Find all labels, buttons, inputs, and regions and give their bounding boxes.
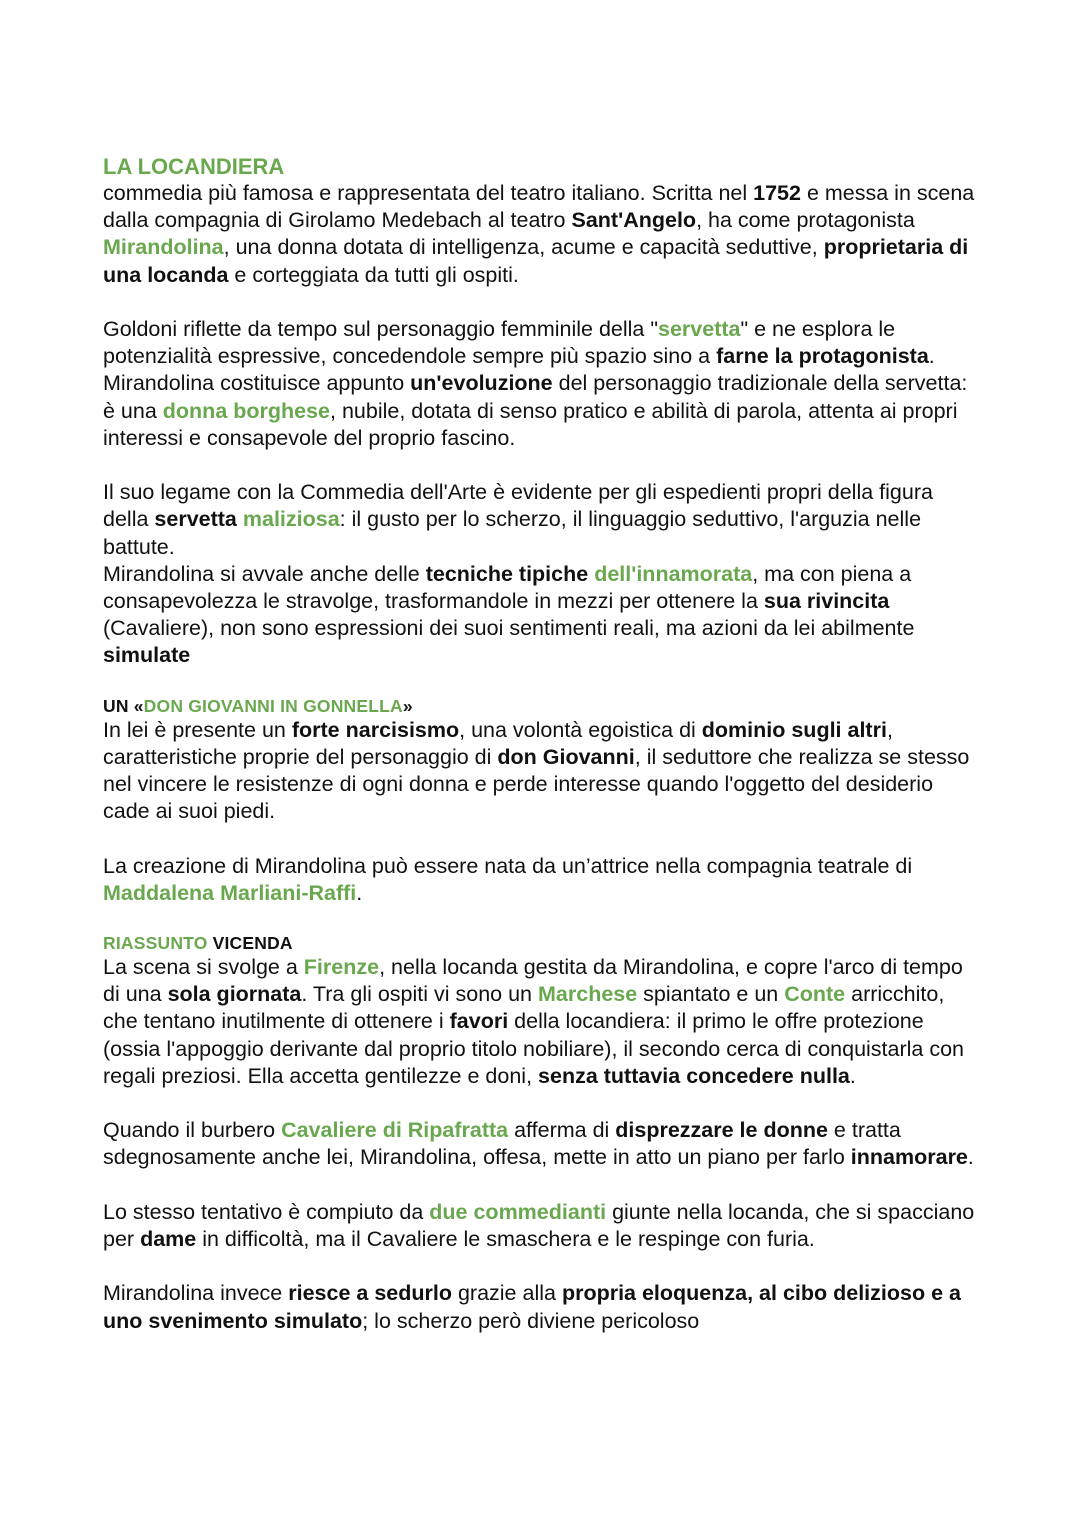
highlight-run: donna borghese	[162, 398, 331, 423]
text-run: Mirandolina invece	[103, 1281, 289, 1306]
seduzione-paragraph	[103, 1280, 983, 1334]
section-heading-don-giovanni	[103, 695, 983, 717]
bold-run: riesce a sedurlo	[288, 1281, 452, 1306]
paragraph-spacer	[103, 907, 983, 932]
bold-run: sola giornata	[167, 982, 302, 1007]
bold-run: un'evoluzione	[410, 371, 553, 396]
text-run: .	[849, 1063, 856, 1088]
text-run: della locandiera: il primo le offre protezione (ossia l'appoggio derivante dal proprio titolo nobiliare), il secondo cerca di conquistarla con regali preziosi. Ella accetta gentilezze e doni,	[103, 1009, 965, 1088]
bold-run: senza tuttavia concedere nulla	[538, 1063, 850, 1088]
bold-run: tecniche tipiche	[425, 561, 589, 586]
highlight-run: servetta	[658, 317, 741, 341]
highlight-run: Marchese	[538, 982, 638, 1007]
text-run: Il suo legame con la Commedia dell'Arte è evidente per gli espedienti propri della figura della	[103, 480, 933, 532]
text-run: del personaggio tradizionale della servetta: è una	[103, 371, 968, 423]
paragraph-spacer	[103, 289, 983, 316]
text-run: , una volontà egoistica di	[459, 717, 702, 742]
innamorata-paragraph	[103, 561, 983, 670]
text-run: " e ne esplora le potenzialità espressive, concedendole sempre più spazio sino a	[103, 317, 896, 369]
highlight-run: Cavaliere di Ripafratta	[281, 1118, 509, 1143]
text-run: , una donna dotata di intelligenza, acume e capacità seduttive,	[223, 235, 824, 260]
bold-run: don Giovanni	[497, 744, 635, 769]
bold-run: servetta	[154, 507, 237, 532]
bold-run: 1752	[753, 181, 801, 205]
text-run: , ha come protagonista	[696, 208, 915, 233]
text-run: spiantato e un	[637, 982, 785, 1007]
text-run: . Tra gli ospiti vi sono un	[301, 982, 538, 1007]
bold-run: innamorare	[850, 1145, 968, 1170]
bold-run: sua rivincita	[763, 589, 890, 614]
highlight-run: Mirandolina	[103, 235, 224, 260]
paragraph-spacer	[103, 1253, 983, 1280]
text-run: , nubile, dotata di senso pratico e abilità di parola, attenta ai propri interessi e consapevole del proprio fascino.	[103, 398, 958, 450]
text-run: .	[967, 1145, 974, 1170]
creazione-paragraph	[103, 853, 983, 907]
paragraph-spacer	[103, 670, 983, 695]
servetta-paragraph	[103, 316, 983, 452]
highlight-run: Maddalena Marliani-Raffi	[103, 880, 357, 905]
bold-run: disprezzare le donne	[615, 1118, 828, 1143]
text-run: giunte nella locanda, che si spacciano per	[103, 1199, 975, 1252]
text-run: Lo stesso tentativo è compiuto da	[103, 1199, 430, 1224]
narcisismo-paragraph	[103, 717, 983, 826]
bold-run: Sant'Angelo	[571, 208, 697, 233]
vicenda-paragraph	[103, 954, 983, 1090]
text-run: , caratteristiche proprie del personaggio di	[103, 717, 893, 769]
text-run: e messa in scena dalla compagnia di Girolamo Medebach al teatro	[103, 181, 975, 233]
text-run: Goldoni riflette da tempo sul personaggio femminile della "	[103, 317, 658, 341]
heading-highlight: RIASSUNTO	[103, 933, 208, 954]
document-title: LA LOCANDIERA	[103, 154, 285, 179]
text-run: in difficoltà, ma il Cavaliere le smaschera e le respinge con furia.	[196, 1227, 815, 1252]
highlight-run: Conte	[784, 982, 846, 1007]
text-run: La scena si svolge a	[103, 955, 304, 980]
paragraph-spacer	[103, 1090, 983, 1117]
text-run: arricchito, che tentano inutilmente di ottenere i	[103, 982, 945, 1034]
paragraph-spacer	[103, 452, 983, 479]
heading-highlight: DON GIOVANNI IN GONNELLA	[143, 695, 403, 716]
text-run: , ma con piena a consapevolezza le stravolge, trasformandole in mezzi per ottenere la	[103, 561, 912, 614]
bold-run: dame	[140, 1227, 197, 1252]
text-run: grazie alla	[451, 1281, 562, 1306]
text-run: ; lo scherzo però diviene pericoloso	[362, 1308, 700, 1333]
commedianti-paragraph	[103, 1199, 983, 1253]
text-run: e corteggiata da tutti gli ospiti.	[228, 262, 519, 287]
section-heading-riassunto	[103, 932, 983, 954]
highlight-run: maliziosa	[242, 507, 340, 532]
heading-run: VICENDA	[207, 933, 293, 954]
highlight-run: due commedianti	[429, 1199, 607, 1224]
heading-run: »	[402, 695, 413, 716]
bold-run: farne la protagonista	[716, 344, 929, 369]
highlight-run: dell'innamorata	[594, 561, 753, 586]
text-run: La creazione di Mirandolina può essere nata da un’attrice nella compagnia teatrale di	[103, 853, 913, 878]
cavaliere-paragraph	[103, 1117, 983, 1171]
text-run: .	[356, 880, 363, 905]
text-run: . Mirandolina costituisce appunto	[103, 344, 935, 396]
bold-run: favori	[449, 1009, 509, 1034]
bold-run: dominio sugli altri	[701, 717, 887, 742]
text-run: (Cavaliere), non sono espressioni dei suoi sentimenti reali, ma azioni da lei abilmente	[103, 616, 915, 641]
commedia-arte-paragraph	[103, 479, 983, 561]
bold-run: simulate	[103, 643, 191, 668]
text-run: Quando il burbero	[103, 1118, 282, 1143]
text-run: : il gusto per lo scherzo, il linguaggio seduttivo, l'arguzia nelle battute.	[103, 507, 922, 559]
text-run: Mirandolina si avvale anche delle	[103, 561, 426, 586]
bold-run: proprietaria di una locanda	[103, 235, 969, 287]
bold-run: forte narcisismo	[291, 717, 460, 742]
intro-paragraph	[103, 180, 983, 289]
text-run: e tratta sdegnosamente anche lei, Mirandolina, offesa, mette in atto un piano per farlo	[103, 1118, 901, 1170]
paragraph-spacer	[103, 1172, 983, 1199]
paragraph-spacer	[103, 825, 983, 852]
highlight-run: Firenze	[303, 955, 380, 980]
bold-run: propria eloquenza, al cibo delizioso e a uno svenimento simulato	[103, 1281, 961, 1333]
text-run: , nella locanda gestita da Mirandolina, e copre l'arco di tempo di una	[103, 955, 963, 1007]
text-run: commedia più famosa e rappresentata del teatro italiano. Scritta nel	[103, 181, 754, 205]
document-page	[103, 153, 983, 1335]
heading-run: UN «	[103, 695, 144, 716]
text-run: In lei è presente un	[103, 717, 292, 742]
text-run: , il seduttore che realizza se stesso nel vincere le resistenze di ogni donna e perde interesse quando l'oggetto del desiderio cade ai suoi piedi.	[103, 744, 970, 824]
text-run: afferma di	[508, 1118, 616, 1143]
